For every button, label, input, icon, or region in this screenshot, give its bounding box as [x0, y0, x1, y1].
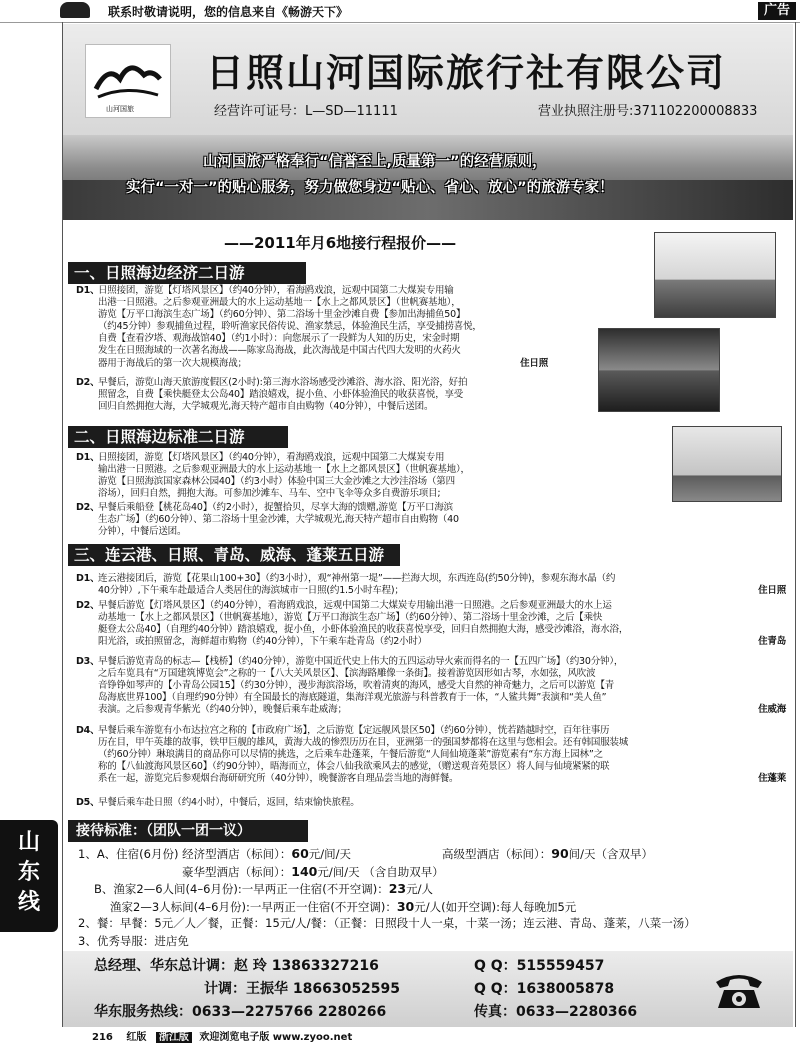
registration-number: 营业执照注册号:371102200008833	[538, 104, 758, 119]
ad-tag: 广告	[758, 2, 796, 20]
day-label: D2、	[76, 502, 100, 513]
section-3-title: 三、连云港、日照、青岛、威海、蓬莱五日游	[68, 544, 400, 566]
seaside-photo	[598, 328, 720, 412]
service-hotline: 华东服务热线：0633—2275766 2280266	[94, 1004, 387, 1020]
logo-text: 山河国旅	[106, 105, 134, 113]
landmark-photo	[654, 232, 776, 318]
section-3-day-2: D2、 早餐后游览【灯塔风景区】（约40分钟），看海鸥戏浪，远观中国第二大煤炭专用输出港一日照港。之后参观亚洲最大的水上运 动基地一【水上之都风景区】（世帆赛基地），游览【万平口海滨生态广场】（约60分钟）、第二浴场十里金沙滩，之后【乘快 艇登太公岛40】（自理约40分钟）踏浪嬉戏，捉小鱼，小虾体验渔民的收获喜悦享受，回归自然拥抱大海，感受沙滩浴，海水浴， 阳光浴，或拍照留念，海鲜超市购物（约40分钟），下午乘车赴青岛（约2小时） 住青岛	[76, 600, 786, 648]
slogan-line-1: 山河国旅严格奉行“信誉至上,质量第一”的经营原则，	[203, 154, 547, 170]
standards-list	[78, 845, 778, 950]
standards-row: 3、优秀导服：进店免	[78, 933, 189, 948]
day-label: D5、	[76, 797, 100, 808]
page-footer	[0, 1028, 800, 1043]
license-number: 经营许可证号：L—SD—11111	[214, 104, 398, 119]
day-overnight: 住青岛	[758, 636, 786, 648]
section-1-day-1: D1、 日照接团，游览【灯塔风景区】（约40分钟），看海鸥戏浪，远观中国第二大煤炭专用输 出港一日照港。之后参观亚洲最大的水上运动基地一【水上之都风景区】（世帆赛基地）， 游览【万平口海滨生态广场】（约60分钟）、第二浴场十里金沙滩自费【参加出海捕鱼50】 （约45分钟）参观捕鱼过程，聆听渔家民俗传说、渔家禁忌，体验渔民生活，享受捕捞喜悦， 自费【查看汐塔、观海战馆40】（约1小时）：向您展示了一段鲜为人知的历史，宋金时期 发生在日照海域的一次著名海战——陈家岛海战，此次海战是中国古代四大发明的火药火 器用于海战后的第一次大规模海战； 住日照	[76, 285, 548, 369]
side-region-label: 山 东 线	[0, 820, 58, 932]
standards-row: 1、A、住宿(6月份) 经济型酒店（标间）：60元/间/天 高级型酒店（标间）：90间/天（含双早）	[78, 846, 654, 861]
standards-title: 接待标准：（团队一团一议）	[68, 820, 308, 842]
top-bar	[0, 0, 800, 23]
standards-row: 渔家2—3人标间(4–6月份):一早两正一住宿(不开空调)：30元/人(如开空调):每人每晚加5元	[110, 898, 577, 914]
region-edition: 浙江版	[156, 1032, 192, 1043]
day-label: D1、	[76, 285, 100, 296]
day-label: D2、	[76, 377, 100, 388]
price-title: ——2011年月6地接行程报价——	[224, 234, 457, 252]
fax-contact: 传真：0633—2280366	[474, 1004, 638, 1020]
day-overnight: 住威海	[758, 704, 786, 716]
day-overnight: 住日照	[758, 585, 786, 597]
standards-row: 豪华型酒店（标间）：140元/间/天 （含自助双早）	[182, 863, 444, 879]
manager-contact: 总经理、华东总计调：赵 玲 13863327216	[94, 958, 379, 974]
section-2-day-1: D1、 日照接团，游览【灯塔风景区】（约40分钟），看海鸥戏浪，远观中国第二大煤炭专用 输出港一日照港。之后参观亚洲最大的水上运动基地一【水上之都风景区】（世帆赛基地）， 游览【日照海滨国家森林公园40】（约3小时）体验中国三大金沙滩之大沙洼浴场（第四 浴场），回归自然，拥抱大海。可参加沙滩车、马车、空中飞伞等众多自费游乐项目;	[76, 452, 470, 500]
telephone-icon	[712, 968, 766, 1012]
section-2-title: 二、日照海边标准二日游	[68, 426, 288, 448]
section-3-day-5: D5、 早餐后乘车赴日照（约4小时），中餐后，返回，结束愉快旅程。	[76, 797, 360, 808]
mountain-river-logo-icon	[86, 45, 170, 117]
section-3-day-4: D4、 早餐后乘车游览有小布达拉宫之称的【市政府广场】，之后游览【定远舰风景区50】（约60分钟），恍若踏越时空，百年往事历 历在目，甲午英雄的故事，铁甲巨舰的雄风，黄海大战的惨烈历历在目，亚洲第一的强国梦都将在这里与您相会。还有韩国服装城 （约60分钟）琳琅满目的商品你可以尽情的挑选，之后乘车赴蓬莱，午餐后游览“人间仙境蓬莱”游览素有“东方海上园林”之 称的【八仙渡海风景区60】（约90分钟），晤海而立，体会八仙我欲乘风去的感觉，（赠送观音苑景区）将人间与仙境紧紧的联 系在一起，游览完后参观烟台海研研究所（40分钟），晚餐游客自理品尝当地的海鲜餐。 住蓬莱	[76, 725, 786, 785]
company-name: 日照山河国际旅行社有限公司	[206, 51, 727, 95]
standards-row: 2、餐：早餐：5元／人／餐，正餐：15元/人/餐：（正餐：日照段十人一桌，十菜一汤；连云港、青岛、蓬莱，八菜一汤）	[78, 916, 696, 930]
day-label: D1、	[76, 573, 100, 584]
day-overnight: 住蓬莱	[758, 773, 786, 785]
company-logo	[85, 44, 171, 118]
day-label: D4、	[76, 725, 100, 736]
qq-contact-2: Q Q：1638005878	[474, 981, 615, 997]
qq-contact-1: Q Q：515559457	[474, 958, 605, 974]
standards-row: B、渔家2—6人间(4–6月份):一早两正一住宿(不开空调)：23元/人	[94, 881, 434, 896]
day-label: D3、	[76, 656, 100, 667]
section-2-day-2: D2、 早餐后乘船登【桃花岛40】（约2小时），捉蟹拾贝，尽享大海的馈赠,游览【万平口海滨 生态广场】（约60分钟）、第二浴场十里金沙滩，大学城观光,海天特产超市自由购物（40 分钟），中餐后送团。	[76, 502, 459, 538]
planner-contact: 计调：王振华 18663052595	[204, 981, 401, 997]
site-link: 欢迎浏览电子版 www.zyoo.net	[199, 1032, 353, 1043]
section-3-day-3: D3、 早餐后游览青岛的标志—【栈桥】（约40分钟），游览中国近代史上伟大的五四运动导火索而得名的一【五四广场】（约30分钟）， 之后车览具有“万国建筑博览会”之称的一【八大关风景区】、【滨海路雕像一条街】。接着游览因形如古琴，水如弦，风吹波 音铮铮如琴声的【小青岛公园15】（约30分钟），漫步海滨浴场，吹着清爽的海风，感受大自然的神奇魅力，之后可以游览【青 岛海底世界100】（自理约90分钟）有全国最长的海底隧道，集海洋观光旅游与科普教育于一体，“人鲨共舞”表演和“美人鱼” 表演。之后参观青华紫光（约40分钟），晚餐后乘车赴威海； 住威海	[76, 656, 786, 716]
day-label: D2、	[76, 600, 100, 611]
edition-label: 红版	[126, 1032, 147, 1043]
day-label: D1、	[76, 452, 100, 463]
magazine-logo-icon	[60, 2, 90, 18]
section-3-day-1: D1、 连云港接团后，游览【花果山100+30】（约3小时），观“神州第一堤”——拦海大坝，东西连岛(约50分钟)，参观东海水晶（约 40分钟）,下午乘车赴最适合人类居住的海滨城市一日照(约1.5小时车程)； 住日照	[76, 573, 786, 597]
slogan-line-2: 实行“一对一”的贴心服务，努力做您身边“贴心、省心、放心”的旅游专家！	[126, 180, 614, 196]
top-notice: 联系时敬请说明，您的信息来自《畅游天下》	[108, 5, 349, 19]
section-1-title: 一、日照海边经济二日游	[68, 262, 306, 284]
day-overnight: 住日照	[520, 357, 548, 369]
tent-structure-photo	[672, 426, 782, 502]
page-number: 216	[92, 1032, 113, 1043]
section-1-day-2: D2、 早餐后，游览山海天旅游度假区(2小时):第三海水浴场感受沙滩浴、海水浴、阳光浴，好拍 照留念，自费【乘快艇登太公岛40】踏浪嬉戏，捉小鱼、小虾体验渔民的收获喜悦，享受 回归自然拥抱大海，大学城观光,海天特产超市自由购物（40分钟），中餐后送团。	[76, 377, 468, 413]
